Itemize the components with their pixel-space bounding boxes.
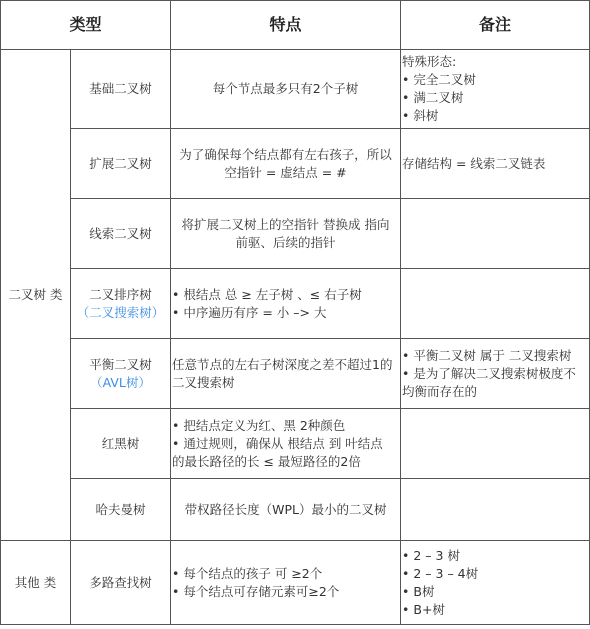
table-row-huffman bbox=[1, 479, 590, 541]
type-name-bst bbox=[71, 269, 171, 339]
feature-threaded-line1: 将扩展二叉树上的空指针 替换成 指向 bbox=[181, 216, 390, 232]
feature-rbt-item2: • 通过规则，确保从 根结点 到 叶结点 bbox=[172, 435, 383, 451]
list-item: • 每个结点的孩子 可 ≥2个 bbox=[172, 565, 399, 583]
list-item: • 完全二叉树 bbox=[402, 71, 588, 89]
note-bst-empty bbox=[401, 269, 590, 339]
note-extended: 存储结构 = 线索二叉链表 bbox=[401, 129, 590, 199]
group-label-other: 其他 类 bbox=[1, 541, 71, 625]
feature-multiway bbox=[171, 541, 401, 625]
feature-avl-line1: 任意节点的左右子树深度之差不超过1的 bbox=[172, 356, 393, 372]
type-name-extended: 扩展二叉树 bbox=[71, 129, 171, 199]
feature-rbt-item2-line2: 的最长路径的长 ≤ 最短路径的2倍 bbox=[172, 453, 361, 469]
feature-multiway-list bbox=[172, 565, 399, 601]
feature-avl-line2: 二叉搜索树 bbox=[172, 374, 235, 390]
note-basic bbox=[401, 50, 590, 129]
table-row-avl bbox=[1, 339, 590, 409]
header-notes: 备注 bbox=[401, 1, 590, 50]
type-name-avl-label: 平衡二叉树 bbox=[89, 356, 152, 372]
type-alias-avl: （AVL树） bbox=[90, 374, 151, 390]
header-row bbox=[1, 1, 590, 50]
table-row-extended bbox=[1, 129, 590, 199]
feature-extended-line2: 空指针 = 虚结点 = # bbox=[224, 164, 347, 180]
header-features: 特点 bbox=[171, 1, 401, 50]
feature-threaded bbox=[171, 199, 401, 269]
note-avl bbox=[401, 339, 590, 409]
list-item: • 满二叉树 bbox=[402, 89, 588, 107]
note-avl-item1: • 平衡二叉树 属于 二叉搜索树 bbox=[402, 347, 572, 363]
table-row-threaded bbox=[1, 199, 590, 269]
feature-rbt-item1-text: 把结点定义为红、黑 2种颜色 bbox=[183, 417, 346, 433]
type-name-basic: 基础二叉树 bbox=[71, 50, 171, 129]
feature-threaded-line2: 前驱、后续的指针 bbox=[235, 234, 336, 250]
feature-extended-line1: 为了确保每个结点都有左右孩子，所以 bbox=[179, 146, 392, 162]
type-name-bst-label: 二叉排序树 bbox=[89, 286, 152, 302]
feature-basic: 每个节点最多只有2个子树 bbox=[171, 50, 401, 129]
feature-extended bbox=[171, 129, 401, 199]
feature-bst-list bbox=[172, 286, 399, 322]
group-label-binary-tree: 二叉树 类 bbox=[1, 50, 71, 541]
list-item: • 斜树 bbox=[402, 107, 588, 125]
list-item: • 2 – 3 树 bbox=[402, 547, 588, 565]
table-row-rbt bbox=[1, 409, 590, 479]
note-avl-item1-text: 平衡二叉树 属于 二叉搜索树 bbox=[413, 347, 572, 363]
header-type: 类型 bbox=[1, 1, 171, 50]
note-avl-item2: • 是为了解决二叉搜索树极度不 bbox=[402, 365, 576, 381]
type-name-rbt: 红黑树 bbox=[71, 409, 171, 479]
note-rbt-empty bbox=[401, 409, 590, 479]
table-row-basic bbox=[1, 50, 590, 129]
list-item: • 每个结点可存储元素可≥2个 bbox=[172, 583, 399, 601]
type-name-avl bbox=[71, 339, 171, 409]
list-item: • 中序遍历有序 = 小 –> 大 bbox=[172, 304, 399, 322]
list-item: • 根结点 总 ≥ 左子树 、≤ 右子树 bbox=[172, 286, 399, 304]
note-basic-list bbox=[402, 71, 588, 125]
feature-bst bbox=[171, 269, 401, 339]
note-avl-item2-line1: 是为了解决二叉搜索树极度不 bbox=[413, 365, 576, 381]
note-huffman-empty bbox=[401, 479, 590, 541]
feature-avl bbox=[171, 339, 401, 409]
note-avl-item2-line2: 均衡而存在的 bbox=[402, 383, 478, 399]
list-item: • B+树 bbox=[402, 601, 588, 619]
type-name-huffman: 哈夫曼树 bbox=[71, 479, 171, 541]
type-name-multiway: 多路查找树 bbox=[71, 541, 171, 625]
list-item: • B树 bbox=[402, 583, 588, 601]
feature-rbt-item1: • 把结点定义为红、黑 2种颜色 bbox=[172, 417, 346, 433]
feature-rbt-item2-line1: 通过规则，确保从 根结点 到 叶结点 bbox=[183, 435, 383, 451]
feature-huffman: 带权路径长度（WPL）最小的二叉树 bbox=[171, 479, 401, 541]
feature-rbt bbox=[171, 409, 401, 479]
table-row-multiway bbox=[1, 541, 590, 625]
note-multiway-list bbox=[402, 547, 588, 619]
note-threaded-empty bbox=[401, 199, 590, 269]
note-basic-title: 特殊形态: bbox=[402, 54, 457, 69]
note-multiway bbox=[401, 541, 590, 625]
type-alias-bst: （二叉搜索树） bbox=[76, 304, 165, 320]
list-item: • 2 – 3 – 4树 bbox=[402, 565, 588, 583]
type-name-threaded: 线索二叉树 bbox=[71, 199, 171, 269]
table-row-bst bbox=[1, 269, 590, 339]
